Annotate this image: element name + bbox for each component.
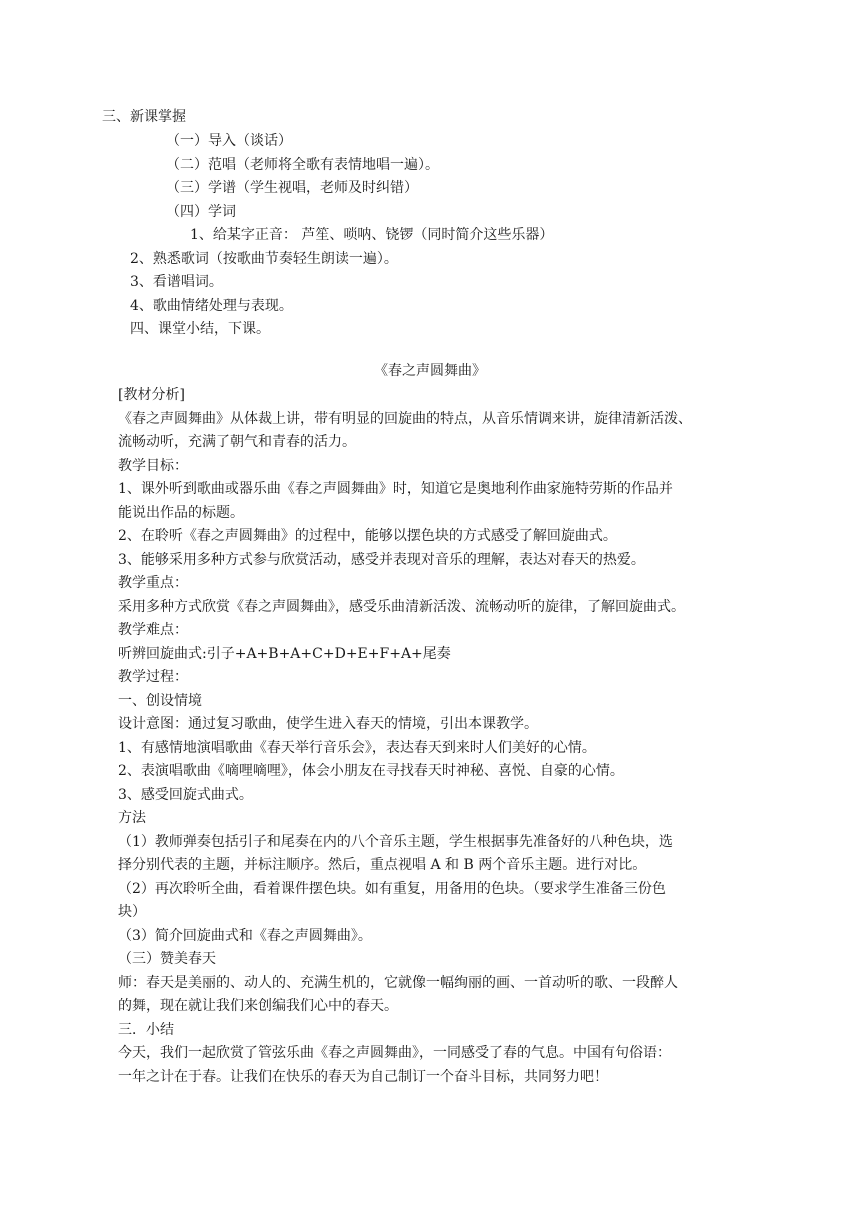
- step-learn-score: （三）学谱（学生视唱，老师及时纠错）: [166, 180, 418, 196]
- list-item: 3、看谱唱词。: [130, 274, 223, 290]
- part1-item: 3、感受回旋式曲式。: [118, 787, 253, 803]
- list-item: 4、歌曲情绪处理与表现。: [130, 298, 293, 314]
- part1-item: 2、表演唱歌曲《嘀哩嘀哩》，体会小朋友在寻找春天时神秘、喜悦、自豪的心情。: [118, 763, 624, 779]
- key-heading: 教学重点：: [118, 575, 188, 591]
- part3-heading: （三）赞美春天: [118, 951, 216, 967]
- sub-item-pronunciation: 1、给某字正音： 芦笙、唢呐、铙锣（同时简介这些乐器）: [190, 227, 554, 243]
- summary-line: 一年之计在于春。让我们在快乐的春天为自己制订一个奋斗目标，共同努力吧！: [118, 1069, 608, 1085]
- lesson-title: 《春之声圆舞曲》: [374, 363, 486, 379]
- analysis-line: 流畅动听，充满了朝气和青春的活力。: [118, 434, 356, 450]
- process-heading: 教学过程：: [118, 669, 188, 685]
- praise-line: 师：春天是美丽的、动人的、充满生机的，它就像一幅绚丽的画、一首动听的歌、一段醉人: [118, 975, 678, 991]
- summary-heading: 三．小结: [118, 1022, 174, 1038]
- part1-heading: 一、创设情境: [118, 693, 202, 709]
- analysis-heading: [教材分析]: [118, 387, 185, 403]
- method-line: （3）简介回旋曲式和《春之声圆舞曲》。: [118, 928, 372, 944]
- method-heading: 方法: [118, 810, 146, 826]
- step-intro: （一）导入（谈话）: [166, 133, 292, 149]
- goal-line: 1、课外听到歌曲或器乐曲《春之声圆舞曲》时，知道它是奥地利作曲家施特劳斯的作品并: [118, 481, 673, 497]
- goal-line: 2、在聆听《春之声圆舞曲》的过程中，能够以摆色块的方式感受了解回旋曲式。: [118, 528, 617, 544]
- method-line: （2）再次聆听全曲，看着课件摆色块。如有重复，用备用的色块。（要求学生准备三份色: [118, 881, 666, 897]
- list-item: 2、熟悉歌词（按歌曲节奏轻生朗读一遍）。: [130, 251, 398, 267]
- difficulty-line: 听辨回旋曲式:引子+A+B+A+C+D+E+F+A+尾奏: [118, 646, 451, 662]
- analysis-line: 《春之声圆舞曲》从体裁上讲，带有明显的回旋曲的特点，从音乐情调来讲，旋律清新活泼、: [118, 411, 692, 427]
- method-line: 块）: [118, 904, 146, 920]
- list-item: 四、课堂小结，下课。: [130, 321, 270, 337]
- method-line: （1）教师弹奏包括引子和尾奏在内的八个音乐主题，学生根据事先准备好的八种色块，选: [118, 834, 673, 850]
- summary-line: 今天，我们一起欣赏了管弦乐曲《春之声圆舞曲》，一同感受了春的气息。中国有句俗语：: [118, 1045, 671, 1061]
- step-model-singing: （二）范唱（老师将全歌有表情地唱一遍）。: [166, 157, 439, 173]
- part1-item: 1、有感情地演唱歌曲《春天举行音乐会》，表达春天到来时人们美好的心情。: [118, 740, 596, 756]
- goal-line: 能说出作品的标题。: [118, 505, 244, 521]
- goals-heading: 教学目标：: [118, 458, 188, 474]
- method-line: 择分别代表的主题，并标注顺序。然后，重点视唱 A 和 B 两个音乐主题。进行对比。: [118, 857, 647, 873]
- difficulty-heading: 教学难点：: [118, 622, 188, 638]
- design-line: 设计意图：通过复习歌曲，使学生进入春天的情境，引出本课教学。: [118, 716, 538, 732]
- key-line: 采用多种方式欣赏《春之声圆舞曲》，感受乐曲清新活泼、流畅动听的旋律，了解回旋曲式。: [118, 599, 685, 615]
- step-learn-lyrics: （四）学词: [166, 204, 236, 220]
- goal-line: 3、能够采用多种方式参与欣赏活动，感受并表现对音乐的理解，表达对春天的热爱。: [118, 552, 645, 568]
- section-heading: 三、新课掌握: [102, 109, 186, 125]
- praise-line: 的舞，现在就让我们来创编我们心中的春天。: [118, 998, 398, 1014]
